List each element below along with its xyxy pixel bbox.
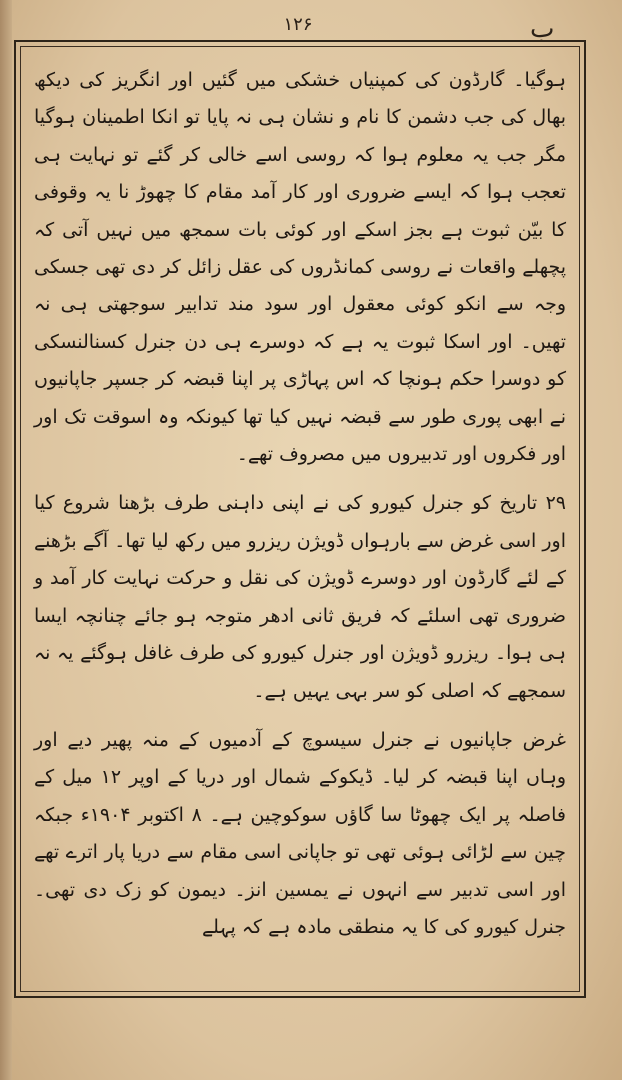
page-binding bbox=[0, 0, 12, 1080]
corner-mark: ب bbox=[530, 14, 555, 44]
paragraph-1: ہوگیا۔ گارڈون کی کمپنیاں خشکی میں گئیں اور انگریز کی دیکھ بھال کی جب دشمن کا نام و نشان ہی نہ پایا تو انکا اطمینان ہوگیا مگر جب یہ معلوم ہوا کہ روسی اسے خالی کر گئے تو نہایت ہی تعجب ہوا کہ ایسے ضروری اور کار آمد مقام کا چھوڑ نا یہ وقوفی کا بیّن ثبوت ہے بجز اسکے اور کوئی بات سمجھ میں نہیں آتی کہ پچھلے واقعات نے روسی کمانڈروں کی عقل زائل کر دی تھی جسکی وجہ سے انکو کوئی معقول اور سود مند تدابیر سوجھتی ہی نہ تھیں۔ اور اسکا ثبوت یہ ہے کہ دوسرے ہی دن جنرل کسنالنسکی کو دوسرا حکم ہونچا کہ اس پہاڑی پر اپنا قبضہ کر جسپر جاپانیوں نے ابھی پوری طور سے قبضہ نہیں کیا تھا کیونکہ وہ اسوقت تک اور اور فکروں اور تدبیروں میں مصروف تھے۔ bbox=[34, 69, 566, 466]
paragraph-3: غرض جاپانیوں نے جنرل سیسوچ کے آدمیوں کے منہ پھیر دیے اور وہاں اپنا قبضہ کر لیا۔ ڈیکوکے شمال اور دریا کے اوپر ۱۲ میل کے فاصلہ پر ایک چھوٹا سا گاؤں سوکوچین ہے۔ ۸ اکتوبر ۱۹۰۴ء جبکہ چین سے لڑائی ہوئی تھی تو جاپانی اسی مقام سے دریا پار اترے تھے اور اسی تدبیر سے انہوں نے یمسین انز۔ دیمون کو زک دی تھی۔ جنرل کیورو کی کا یہ منطقی مادہ ہے کہ پہلے bbox=[34, 728, 567, 938]
page-number: ۱۲۶ bbox=[283, 14, 313, 35]
urdu-text-block bbox=[34, 62, 566, 982]
paragraph-2: ۲۹ تاریخ کو جنرل کیورو کی نے اپنی داہنی طرف بڑھنا شروع کیا اور اسی غرض سے بارہواں ڈویژن ریزرو میں رکھ لیا تھا۔ آگے بڑھنے کے لئے گارڈون اور دوسرے ڈویژن کی نقل و حرکت نہایت کار آمد و ضروری تھی اسلئے کہ فریق ثانی ادھر متوجہ ہو جائے چنانچہ ایسا ہی ہوا۔ ریزرو ڈویژن اور جنرل کیورو کی طرف غافل ہوگئے یہ نہ سمجھے کہ اصلی کو سر بہی یہیں ہے۔ bbox=[34, 492, 566, 702]
